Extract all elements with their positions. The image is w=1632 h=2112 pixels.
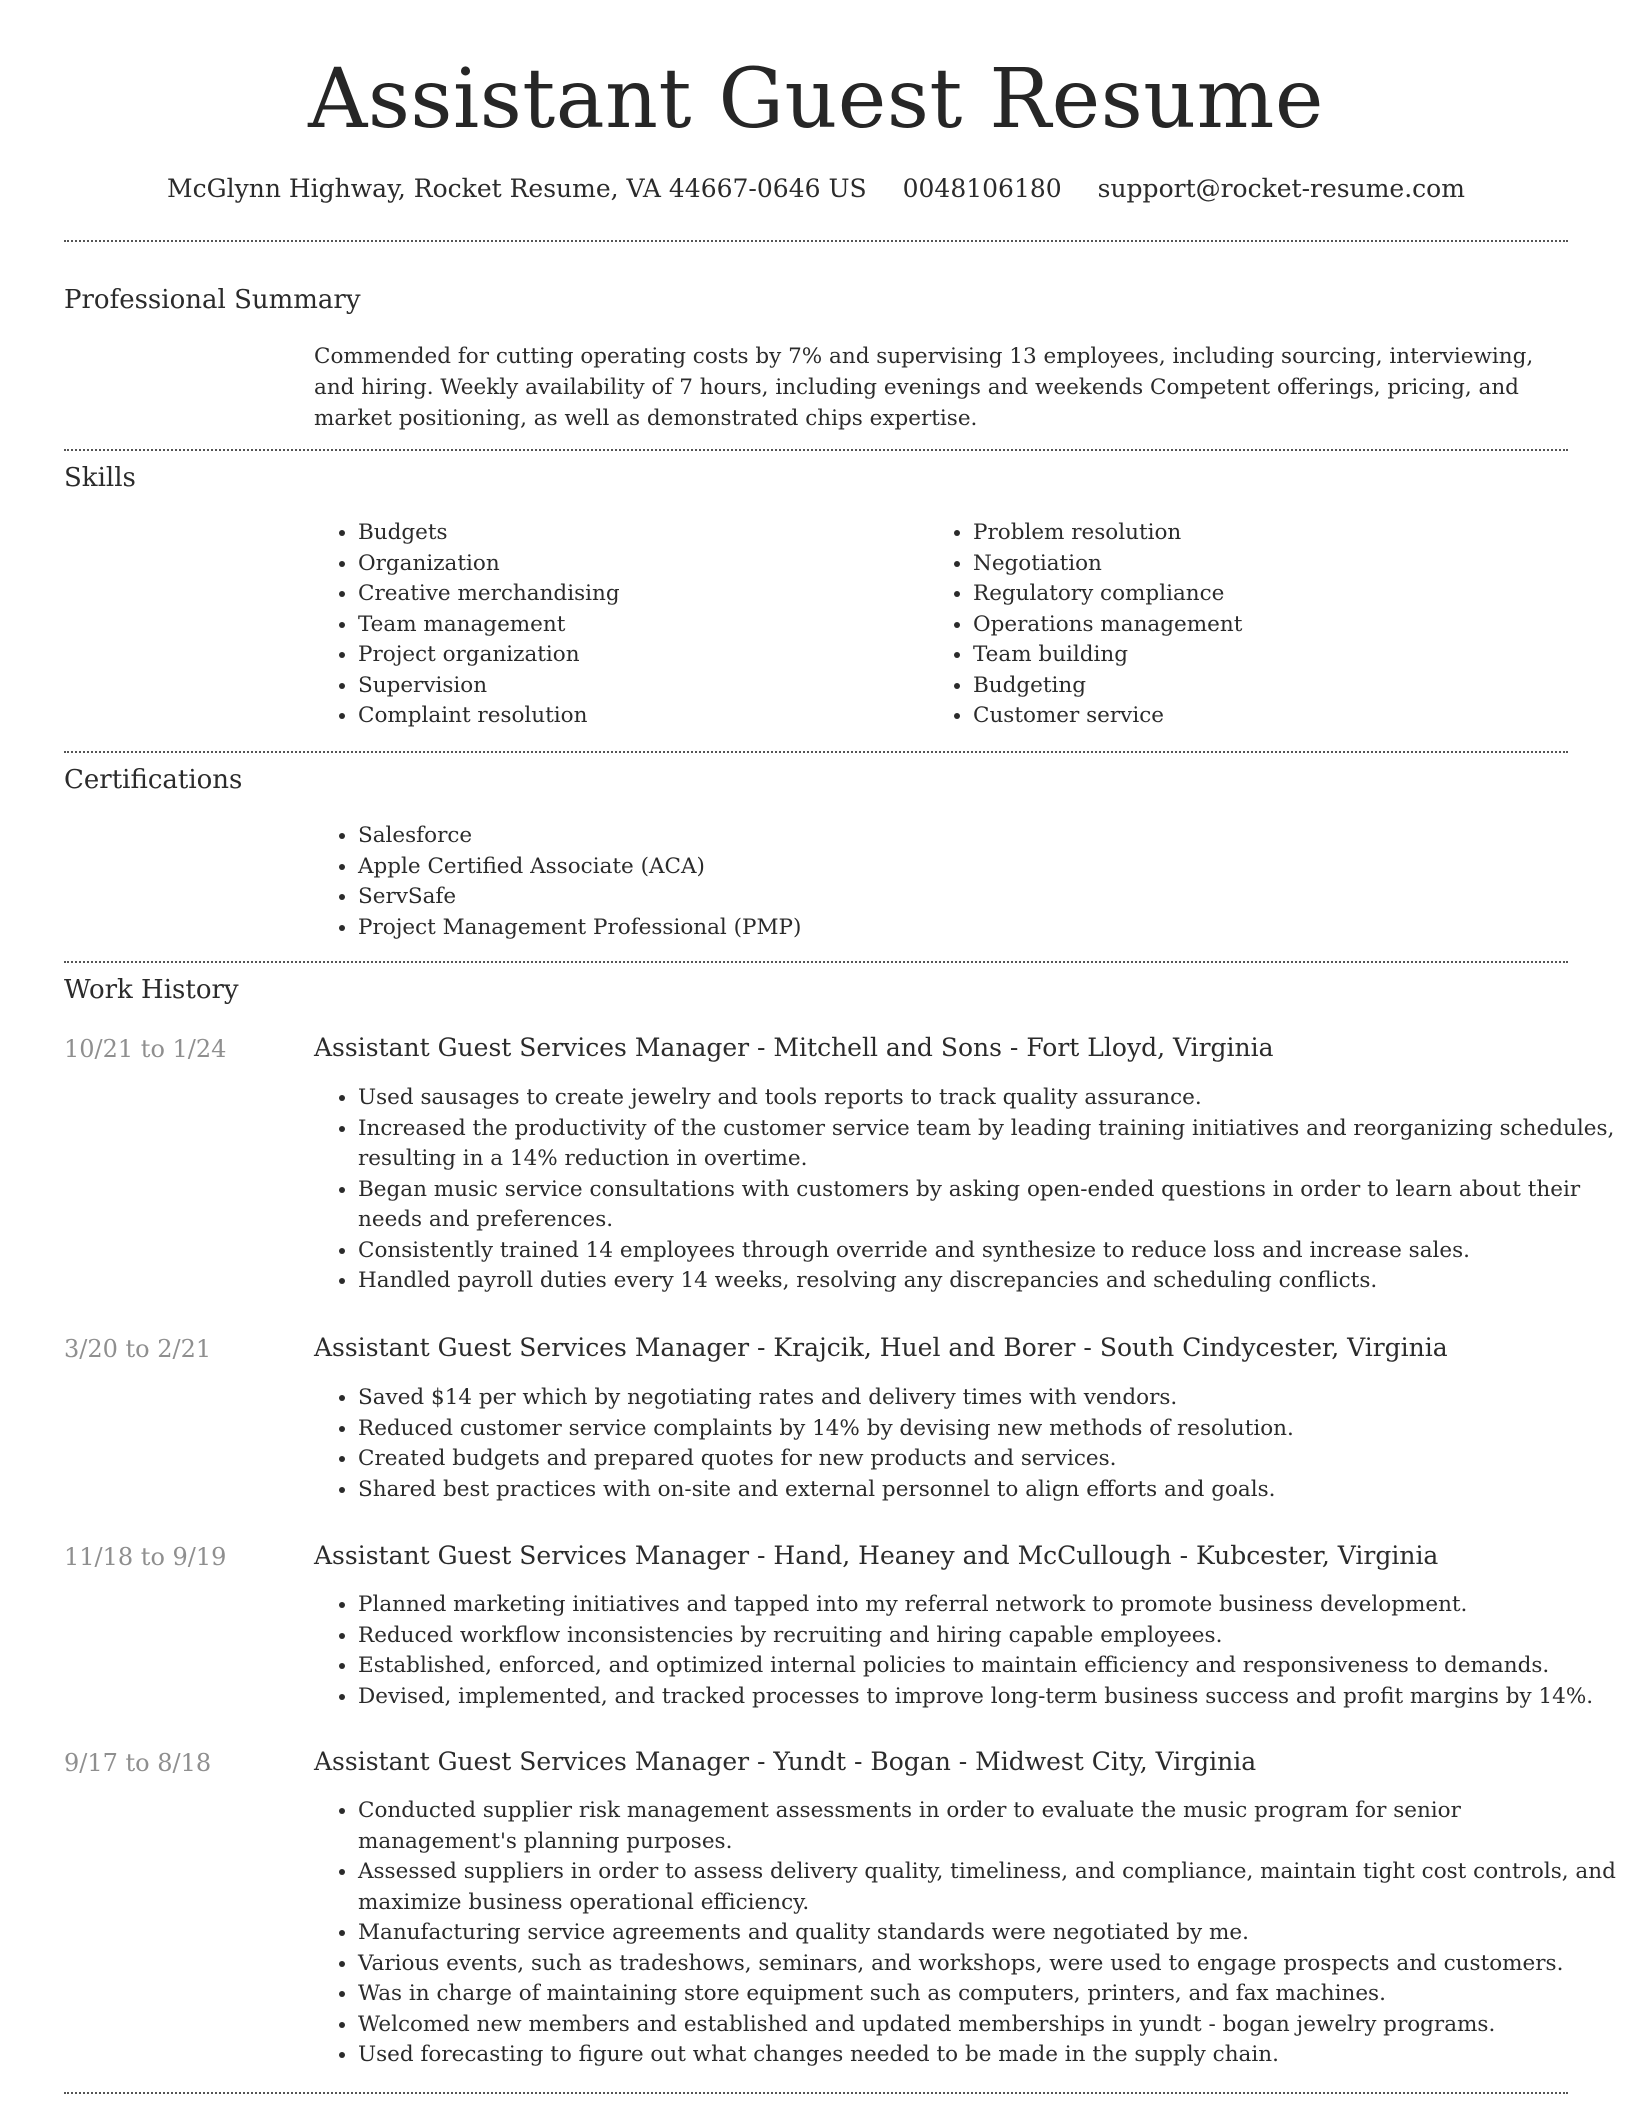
- certification-item: • Apple Certified Associate (ACA): [358, 852, 801, 883]
- job-bullet: • Was in charge of maintaining store equipment such as computers, printers, and fax machines.: [358, 1979, 1616, 2010]
- skill-item: • Budgeting: [973, 671, 1242, 702]
- job-bullets: [314, 1383, 1616, 1505]
- certifications-list: [314, 821, 801, 943]
- job-bullet: • Devised, implemented, and tracked processes to improve long-term business success and profit margins by 14%.: [358, 1682, 1616, 1713]
- job-bullet: • Welcomed new members and established and updated memberships in yundt - bogan jewelry programs.: [358, 2010, 1616, 2041]
- skills-list-right: [929, 518, 1242, 732]
- job-dates: 9/17 to 8/18: [64, 1749, 212, 1777]
- job-bullet: • Used sausages to create jewelry and tools reports to track quality assurance.: [358, 1083, 1616, 1114]
- job-title: Assistant Guest Services Manager - Hand, Heaney and McCullough - Kubcester, Virginia: [314, 1541, 1439, 1570]
- job-title: Assistant Guest Services Manager - Yundt - Bogan - Midwest City, Virginia: [314, 1747, 1257, 1776]
- job-bullet: • Reduced workflow inconsistencies by recruiting and hiring capable employees.: [358, 1621, 1616, 1652]
- certification-item: • Salesforce: [358, 821, 801, 852]
- skill-item: • Regulatory compliance: [973, 579, 1242, 610]
- skills-heading: Skills: [64, 463, 136, 493]
- job-bullet: • Reduced customer service complaints by 14% by devising new methods of resolution.: [358, 1414, 1616, 1445]
- job-bullets: [314, 1796, 1616, 2071]
- job-bullet: • Created budgets and prepared quotes for new products and services.: [358, 1444, 1616, 1475]
- job-bullet: • Manufacturing service agreements and quality standards were negotiated by me.: [358, 1918, 1616, 1949]
- job-bullet: • Shared best practices with on-site and external personnel to align efforts and goals.: [358, 1475, 1616, 1506]
- job-bullet: • Assessed suppliers in order to assess delivery quality, timeliness, and compliance, maintain tight cost controls, and maximize business operational efficiency.: [358, 1857, 1616, 1918]
- certifications-heading: Certifications: [64, 765, 243, 795]
- job-bullets: [314, 1083, 1616, 1297]
- skill-item: • Budgets: [358, 518, 620, 549]
- skill-item: • Operations management: [973, 610, 1242, 641]
- contact-address: McGlynn Highway, Rocket Resume, VA 44667-0646 US: [167, 174, 867, 203]
- section-divider: [64, 2092, 1568, 2094]
- section-divider: [64, 751, 1568, 753]
- skill-item: • Team building: [973, 640, 1242, 671]
- job-bullet: • Handled payroll duties every 14 weeks, resolving any discrepancies and scheduling conflicts.: [358, 1266, 1616, 1297]
- section-divider: [64, 449, 1568, 451]
- resume-title: Assistant Guest Resume: [308, 52, 1324, 147]
- skill-item: • Complaint resolution: [358, 701, 620, 732]
- skill-item: • Project organization: [358, 640, 620, 671]
- contact-line: [64, 172, 1568, 206]
- summary-heading: Professional Summary: [64, 285, 361, 315]
- job-title: Assistant Guest Services Manager - Krajcik, Huel and Borer - South Cindycester, Virginia: [314, 1333, 1448, 1362]
- section-divider: [64, 240, 1568, 242]
- job-dates: 11/18 to 9/19: [64, 1543, 227, 1571]
- job-bullet: • Conducted supplier risk management assessments in order to evaluate the music program for senior management's planning purposes.: [358, 1796, 1616, 1857]
- work-history-heading: Work History: [64, 975, 239, 1005]
- job-bullet: • Established, enforced, and optimized internal policies to maintain efficiency and responsiveness to demands.: [358, 1651, 1616, 1682]
- job-bullets: [314, 1590, 1616, 1712]
- certification-item: • ServSafe: [358, 882, 801, 913]
- skill-item: • Customer service: [973, 701, 1242, 732]
- contact-phone: 0048106180: [902, 174, 1062, 203]
- job-bullet: • Planned marketing initiatives and tapped into my referral network to promote business development.: [358, 1590, 1616, 1621]
- job-bullet: • Began music service consultations with customers by asking open-ended questions in order to learn about their needs and preferences.: [358, 1175, 1616, 1236]
- job-dates: 10/21 to 1/24: [64, 1035, 227, 1063]
- skill-item: • Creative merchandising: [358, 579, 620, 610]
- job-bullet: • Consistently trained 14 employees through override and synthesize to reduce loss and increase sales.: [358, 1236, 1616, 1267]
- summary-text: Commended for cutting operating costs by 7% and supervising 13 employees, including sourcing, interviewing, and hiring. Weekly availability of 7 hours, including evenings and weekends Competent offerings, pricing, and market positioning, as well as demonstrated chips expertise.: [314, 344, 1534, 431]
- job-dates: 3/20 to 2/21: [64, 1335, 212, 1363]
- skill-item: • Problem resolution: [973, 518, 1242, 549]
- skill-item: • Supervision: [358, 671, 620, 702]
- job-bullet: • Various events, such as tradeshows, seminars, and workshops, were used to engage prospects and customers.: [358, 1949, 1616, 1980]
- skills-list-left: [314, 518, 620, 732]
- section-divider: [64, 961, 1568, 963]
- resume-header: [64, 0, 1568, 206]
- contact-email: support@rocket-resume.com: [1097, 174, 1465, 203]
- job-bullet: • Saved $14 per which by negotiating rates and delivery times with vendors.: [358, 1383, 1616, 1414]
- skill-item: • Team management: [358, 610, 620, 641]
- job-bullet: • Used forecasting to figure out what changes needed to be made in the supply chain.: [358, 2040, 1616, 2071]
- skill-item: • Organization: [358, 549, 620, 580]
- job-title: Assistant Guest Services Manager - Mitchell and Sons - Fort Lloyd, Virginia: [314, 1033, 1274, 1062]
- job-bullet: • Increased the productivity of the customer service team by leading training initiatives and reorganizing schedules, resulting in a 14% reduction in overtime.: [358, 1114, 1616, 1175]
- skill-item: • Negotiation: [973, 549, 1242, 580]
- certification-item: • Project Management Professional (PMP): [358, 913, 801, 944]
